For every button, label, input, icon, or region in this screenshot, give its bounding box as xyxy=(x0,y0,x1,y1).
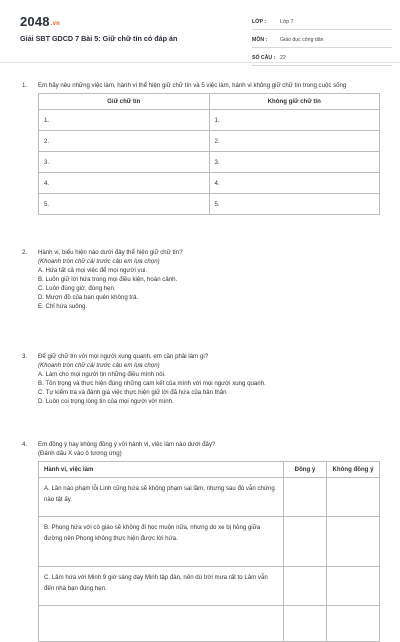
meta-value: 22 xyxy=(280,55,286,61)
table-cell[interactable]: 2. xyxy=(209,131,380,152)
table-cell[interactable]: 4. xyxy=(209,173,380,194)
column-header: Giữ chữ tín xyxy=(39,94,210,110)
question-2 xyxy=(22,248,380,311)
table-header-row xyxy=(39,462,380,478)
table-row xyxy=(39,517,380,567)
disagree-cell[interactable] xyxy=(327,478,380,517)
answer-table xyxy=(38,93,380,215)
table-cell[interactable]: 5. xyxy=(39,194,210,215)
question-hint: (Khoanh tròn chữ cái trước câu em lựa chọn) xyxy=(38,362,160,369)
question-text: Để giữ chữ tín với mọi người xung quanh, em cần phải làm gì? xyxy=(38,353,209,360)
table-cell[interactable]: 3. xyxy=(39,152,210,173)
option-c[interactable]: C. Luôn đúng giờ, đúng hẹn. xyxy=(38,285,116,292)
column-header: Hành vi, việc làm xyxy=(39,462,284,478)
meta-key: LỚP : xyxy=(252,19,267,25)
meta-row-class xyxy=(252,15,392,30)
column-header: Đồng ý xyxy=(284,462,327,478)
option-e[interactable]: E. Chỉ hứa suông. xyxy=(38,303,88,310)
question-number: 2. xyxy=(22,249,28,256)
question-number: 1. xyxy=(22,82,28,89)
table-row xyxy=(39,131,380,152)
table-cell xyxy=(39,606,284,642)
question-text: Em đồng ý hay không đồng ý với hành vi, việc làm nào dưới đây? xyxy=(38,441,216,448)
disagree-cell[interactable] xyxy=(327,606,380,642)
table-row xyxy=(39,194,380,215)
question-hint: (Đánh dấu X vào ô tương ứng) xyxy=(38,450,122,457)
table-row xyxy=(39,606,380,642)
header-divider xyxy=(0,62,400,63)
table-cell[interactable]: 4. xyxy=(39,173,210,194)
site-logo[interactable] xyxy=(20,14,60,29)
column-header: Không giữ chữ tín xyxy=(209,94,380,110)
table-cell: B. Phong hứa với cô giáo sẽ không đi học muộn nữa, nhưng do xe bị hỏng giữa đường nên Phong không thực hiện được lời hứa. xyxy=(39,517,284,567)
meta-value: Giáo dục công dân xyxy=(280,37,324,43)
agree-cell[interactable] xyxy=(284,606,327,642)
meta-key: SỐ CÂU : xyxy=(252,55,276,61)
table-row xyxy=(39,110,380,131)
table-cell: A. Lần nào phạm lỗi Linh cũng hứa sẽ không phạm sai lầm, nhưng sau đó vẫn chứng nào tật ấy. xyxy=(39,478,284,517)
agreement-table xyxy=(38,461,380,642)
question-hint: (Khoanh tròn chữ cái trước câu em lựa chọn) xyxy=(38,258,160,265)
logo-text: 2048 xyxy=(20,14,50,29)
question-3 xyxy=(22,352,380,406)
table-cell[interactable]: 3. xyxy=(209,152,380,173)
question-number: 3. xyxy=(22,353,28,360)
table-header-row xyxy=(39,94,380,110)
meta-panel xyxy=(252,15,392,69)
option-d[interactable]: D. Mượn đồ của bạn quên không trả. xyxy=(38,294,139,301)
table-cell: C. Lâm hứa với Minh 9 giờ sáng dạy Minh tập đàn, nên dù trời mưa rất to Lâm vẫn đến nhà bạn đúng hẹn. xyxy=(39,567,284,606)
option-c[interactable]: C. Tự kiểm tra và đánh giá việc thực hiện giữ lời đã hứa của bản thân xyxy=(38,389,227,396)
option-a[interactable]: A. Hứa tất cả mọi việc để mọi người vui. xyxy=(38,267,148,274)
table-cell[interactable]: 1. xyxy=(209,110,380,131)
option-b[interactable]: B. Tôn trọng và thực hiện đúng những cam kết của mình với mọi người xung quanh. xyxy=(38,380,266,387)
logo-suffix: .vn xyxy=(50,21,61,27)
table-cell[interactable]: 1. xyxy=(39,110,210,131)
agree-cell[interactable] xyxy=(284,478,327,517)
question-1 xyxy=(22,81,380,215)
table-row xyxy=(39,152,380,173)
table-row xyxy=(39,478,380,517)
question-number: 4. xyxy=(22,441,28,448)
option-d[interactable]: D. Luôn coi trọng lòng tin của mọi người với mình. xyxy=(38,398,174,405)
meta-value: Lớp 7 xyxy=(280,19,294,25)
column-header: Không đồng ý xyxy=(327,462,380,478)
meta-row-count xyxy=(252,51,392,66)
question-text: Em hãy nêu những việc làm, hành vi thể hiện giữ chữ tín và 5 việc làm, hành vi không giữ chữ tín trong cuộc sống xyxy=(38,82,347,89)
meta-row-subject xyxy=(252,33,392,48)
question-text: Hành vi, biểu hiện nào dưới đây thể hiện giữ chữ tín? xyxy=(38,249,183,256)
option-a[interactable]: A. Làm cho mọi người tin những điều mình nói. xyxy=(38,371,166,378)
document-title: Giải SBT GDCD 7 Bài 5: Giữ chữ tín có đáp án xyxy=(20,34,178,43)
agree-cell[interactable] xyxy=(284,517,327,567)
table-cell[interactable]: 5. xyxy=(209,194,380,215)
option-b[interactable]: B. Luôn giữ lời hứa trong mọi điều kiện, hoàn cảnh. xyxy=(38,276,178,283)
disagree-cell[interactable] xyxy=(327,517,380,567)
table-row xyxy=(39,173,380,194)
table-cell[interactable]: 2. xyxy=(39,131,210,152)
meta-key: MÔN : xyxy=(252,37,268,43)
question-4 xyxy=(22,440,380,642)
